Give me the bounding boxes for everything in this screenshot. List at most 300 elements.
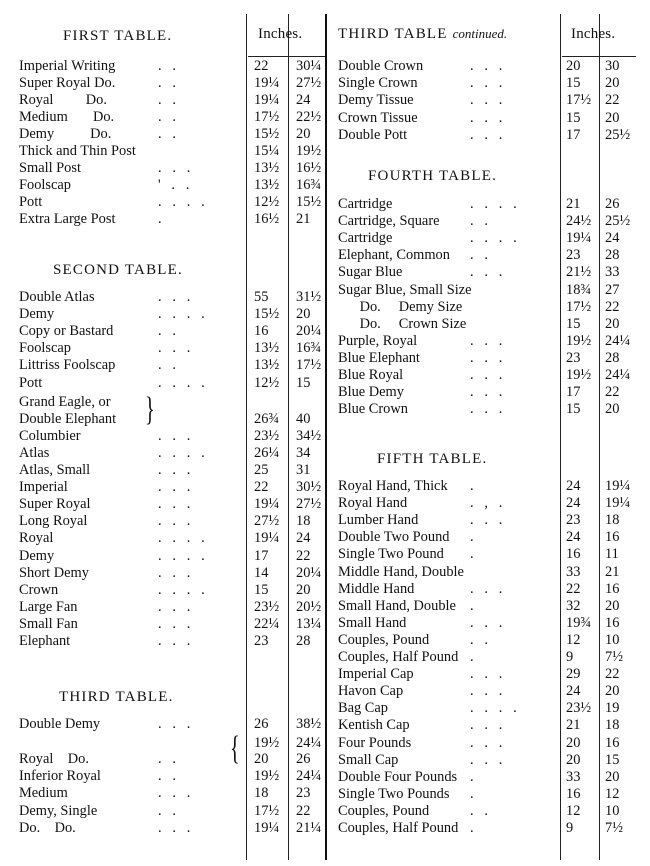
height-inches: 13¼ bbox=[296, 616, 322, 632]
leader-dots: . , . bbox=[470, 495, 503, 511]
height-inches: 33 bbox=[605, 264, 620, 280]
height-inches: 16¾ bbox=[296, 177, 322, 193]
leader-dots: . bbox=[470, 820, 474, 836]
height-inches: 22½ bbox=[296, 109, 322, 125]
paper-name: Foolscap bbox=[19, 340, 71, 356]
width-inches: 17½ bbox=[254, 109, 280, 125]
width-inches: 12½ bbox=[254, 375, 280, 391]
paper-name: Cartridge, Square bbox=[338, 213, 440, 229]
paper-name: Small Cap bbox=[338, 752, 399, 768]
leader-dots: . . bbox=[158, 803, 176, 819]
first-table-title: FIRST TABLE. bbox=[63, 28, 173, 44]
leader-dots: . . . bbox=[470, 752, 503, 768]
leader-dots: . . . bbox=[158, 160, 191, 176]
paper-name: Super Royal bbox=[19, 496, 91, 512]
paper-name: Elephant bbox=[19, 633, 71, 649]
height-inches: 22 bbox=[296, 803, 311, 819]
table-row bbox=[19, 530, 332, 547]
paper-name: Demy, Single bbox=[19, 803, 98, 819]
width-inches: 22 bbox=[254, 479, 269, 495]
width-inches: 15 bbox=[566, 75, 581, 91]
paper-name: Sugar Blue bbox=[338, 264, 403, 280]
paper-name: Do. Crown Size bbox=[338, 316, 467, 332]
table-row bbox=[19, 375, 332, 392]
paper-name: Foolscap bbox=[19, 177, 71, 193]
height-inches: 20 bbox=[296, 582, 311, 598]
width-inches: 15¼ bbox=[254, 143, 280, 159]
header-rule-right bbox=[562, 56, 636, 57]
table-row bbox=[338, 58, 641, 75]
width-inches: 24 bbox=[566, 495, 581, 511]
height-inches: 20 bbox=[605, 110, 620, 126]
height-inches: 18 bbox=[605, 717, 620, 733]
table-row bbox=[338, 683, 641, 700]
table-row bbox=[338, 384, 641, 401]
leader-dots: . bbox=[470, 786, 474, 802]
leader-dots: . . . bbox=[470, 92, 503, 108]
paper-name: Bag Cap bbox=[338, 700, 388, 716]
paper-name: Extra Large Post bbox=[19, 211, 116, 227]
height-inches: 12 bbox=[605, 786, 620, 802]
table-row bbox=[19, 340, 332, 357]
table-row bbox=[19, 820, 332, 837]
leader-dots: . bbox=[470, 529, 474, 545]
paper-name: Littriss Foolscap bbox=[19, 357, 116, 373]
width-inches: 15 bbox=[566, 316, 581, 332]
width-inches: 17 bbox=[566, 384, 581, 400]
table-row bbox=[19, 211, 332, 228]
paper-name: Double Pott bbox=[338, 127, 408, 143]
width-inches: 24½ bbox=[566, 213, 592, 229]
paper-name: Atlas, Small bbox=[19, 462, 91, 478]
table-row bbox=[19, 479, 332, 496]
height-inches: 15 bbox=[605, 752, 620, 768]
height-inches: 22 bbox=[605, 384, 620, 400]
table-row bbox=[19, 616, 332, 633]
leader-dots: . . . . bbox=[158, 445, 205, 461]
height-inches: 34½ bbox=[296, 428, 322, 444]
height-inches: 24 bbox=[296, 92, 311, 108]
leader-dots: . . . . bbox=[158, 306, 205, 322]
width-inches: 20 bbox=[566, 752, 581, 768]
width-inches: 33 bbox=[566, 769, 581, 785]
table-row bbox=[19, 323, 332, 340]
height-inches: 20 bbox=[296, 306, 311, 322]
width-inches: 13½ bbox=[254, 160, 280, 176]
leader-dots: . . . bbox=[470, 735, 503, 751]
table-row bbox=[19, 513, 332, 530]
paper-name: Large Fan bbox=[19, 599, 78, 615]
width-inches: 22 bbox=[254, 58, 269, 74]
table-row bbox=[19, 768, 332, 785]
leader-dots: . . bbox=[470, 247, 488, 263]
leader-dots: . . bbox=[158, 751, 176, 767]
leader-dots: . . . bbox=[158, 785, 191, 801]
paper-name: Copy or Bastard bbox=[19, 323, 114, 339]
width-inches: 12 bbox=[566, 803, 581, 819]
height-inches: 20 bbox=[605, 598, 620, 614]
grand-eagle-brace: } bbox=[145, 391, 155, 428]
leader-dots: . bbox=[470, 478, 474, 494]
table-row bbox=[19, 803, 332, 820]
table-row bbox=[19, 306, 332, 323]
leader-dots: . . . bbox=[470, 666, 503, 682]
table-row bbox=[338, 649, 641, 666]
table-row bbox=[19, 735, 332, 752]
height-inches: 24¼ bbox=[605, 333, 631, 349]
leader-dots: . . . bbox=[158, 513, 191, 529]
height-inches: 24¼ bbox=[605, 367, 631, 383]
leader-dots: . . . . bbox=[158, 548, 205, 564]
paper-name: Blue Royal bbox=[338, 367, 404, 383]
paper-name: Lumber Hand bbox=[338, 512, 419, 528]
width-inches: 21 bbox=[566, 717, 581, 733]
table-row bbox=[19, 143, 332, 160]
width-inches: 9 bbox=[566, 820, 574, 836]
paper-name: Royal bbox=[19, 530, 54, 546]
leader-dots: . . . bbox=[470, 512, 503, 528]
leader-dots: . . . bbox=[470, 717, 503, 733]
width-inches: 15 bbox=[566, 401, 581, 417]
width-inches: 26¾ bbox=[254, 411, 280, 427]
leader-dots: . . . . bbox=[470, 196, 517, 212]
paper-name: Grand Eagle, or bbox=[19, 394, 111, 410]
right-inches-heading: Inches. bbox=[571, 26, 616, 42]
paper-name: Blue Demy bbox=[338, 384, 404, 400]
width-inches: 18 bbox=[254, 785, 269, 801]
width-inches: 22¼ bbox=[254, 616, 280, 632]
leader-dots: . . . bbox=[158, 496, 191, 512]
height-inches: 22 bbox=[296, 548, 311, 564]
height-inches: 15 bbox=[296, 375, 311, 391]
table-row bbox=[338, 350, 641, 367]
height-inches: 27½ bbox=[296, 75, 322, 91]
paper-name: Blue Crown bbox=[338, 401, 408, 417]
paper-name: Royal Hand, Thick bbox=[338, 478, 448, 494]
paper-name: Purple, Royal bbox=[338, 333, 418, 349]
paper-name: Columbier bbox=[19, 428, 81, 444]
paper-name: Elephant, Common bbox=[338, 247, 450, 263]
height-inches: 31½ bbox=[296, 289, 322, 305]
width-inches: 20 bbox=[566, 58, 581, 74]
paper-name: Imperial bbox=[19, 479, 68, 495]
width-inches: 12 bbox=[566, 632, 581, 648]
table-row bbox=[338, 786, 641, 803]
height-inches: 20 bbox=[605, 683, 620, 699]
height-inches: 22 bbox=[605, 299, 620, 315]
paper-name: Crown bbox=[19, 582, 59, 598]
height-inches: 27½ bbox=[296, 496, 322, 512]
third-table-title: THIRD TABLE. bbox=[59, 689, 174, 705]
height-inches: 16 bbox=[605, 735, 620, 751]
width-inches: 13½ bbox=[254, 340, 280, 356]
paper-name: Double Four Pounds bbox=[338, 769, 458, 785]
height-inches: 30½ bbox=[296, 479, 322, 495]
third-table-continued-title: THIRD TABLE bbox=[338, 26, 448, 42]
table-row bbox=[338, 127, 641, 144]
paper-name: Sugar Blue, Small Size bbox=[338, 282, 472, 298]
height-inches: 28 bbox=[605, 247, 620, 263]
table-row bbox=[19, 751, 332, 768]
leader-dots: . . bbox=[158, 75, 176, 91]
width-inches: 19½ bbox=[566, 333, 592, 349]
paper-name: Double Crown bbox=[338, 58, 424, 74]
table-row bbox=[338, 666, 641, 683]
paper-name: Blue Elephant bbox=[338, 350, 420, 366]
height-inches: 7½ bbox=[605, 649, 623, 665]
width-inches: 23½ bbox=[254, 428, 280, 444]
height-inches: 22 bbox=[605, 92, 620, 108]
paper-name: Double Two Pound bbox=[338, 529, 450, 545]
width-inches: 21 bbox=[566, 196, 581, 212]
width-inches: 22 bbox=[566, 581, 581, 597]
width-inches: 24 bbox=[566, 529, 581, 545]
height-inches: 22 bbox=[605, 666, 620, 682]
leader-dots: . . bbox=[158, 126, 176, 142]
table-row bbox=[19, 289, 332, 306]
width-inches: 16½ bbox=[254, 211, 280, 227]
width-inches: 20 bbox=[254, 751, 269, 767]
leader-dots: . . . bbox=[158, 462, 191, 478]
height-inches: 20 bbox=[605, 769, 620, 785]
width-inches: 20 bbox=[566, 735, 581, 751]
height-inches: 24¼ bbox=[296, 735, 322, 751]
width-inches: 33 bbox=[566, 564, 581, 580]
width-inches: 19¾ bbox=[566, 615, 592, 631]
table-row bbox=[19, 411, 332, 428]
height-inches: 21 bbox=[605, 564, 620, 580]
height-inches: 31 bbox=[296, 462, 311, 478]
table-row bbox=[338, 564, 641, 581]
leader-dots: . . bbox=[158, 58, 176, 74]
width-inches: 29 bbox=[566, 666, 581, 682]
height-inches: 16 bbox=[605, 581, 620, 597]
table-row bbox=[338, 752, 641, 769]
leader-dots: . . . bbox=[470, 384, 503, 400]
width-inches: 17½ bbox=[566, 299, 592, 315]
paper-name: Middle Hand, Double bbox=[338, 564, 464, 580]
height-inches: 18 bbox=[296, 513, 311, 529]
paper-name: Double Elephant bbox=[19, 411, 117, 427]
table-row bbox=[19, 582, 332, 599]
width-inches: 55 bbox=[254, 289, 269, 305]
leader-dots: . . . bbox=[158, 428, 191, 444]
height-inches: 28 bbox=[605, 350, 620, 366]
leader-dots: . . . bbox=[158, 599, 191, 615]
width-inches: 19½ bbox=[566, 367, 592, 383]
leader-dots: . . . bbox=[470, 58, 503, 74]
leader-dots: . . . . bbox=[158, 375, 205, 391]
width-inches: 17 bbox=[254, 548, 269, 564]
height-inches: 24 bbox=[605, 230, 620, 246]
leader-dots: . . bbox=[158, 768, 176, 784]
table-row bbox=[19, 194, 332, 211]
table-row bbox=[338, 803, 641, 820]
height-inches: 20¼ bbox=[296, 565, 322, 581]
leader-dots: . . . . bbox=[470, 700, 517, 716]
paper-name: Four Pounds bbox=[338, 735, 412, 751]
table-row bbox=[19, 160, 332, 177]
table-row bbox=[19, 716, 332, 733]
width-inches: 16 bbox=[566, 546, 581, 562]
leader-dots: . . bbox=[470, 803, 488, 819]
table-row bbox=[338, 92, 641, 109]
table-row bbox=[338, 700, 641, 717]
height-inches: 26 bbox=[296, 751, 311, 767]
paper-name: Medium bbox=[19, 785, 68, 801]
height-inches: 21¼ bbox=[296, 820, 322, 836]
height-inches: 24 bbox=[296, 530, 311, 546]
width-inches: 15½ bbox=[254, 306, 280, 322]
table-row bbox=[338, 213, 641, 230]
height-inches: 28 bbox=[296, 633, 311, 649]
left-inches-heading: Inches. bbox=[258, 26, 303, 42]
leader-dots: . . bbox=[158, 357, 176, 373]
paper-name: Couples, Pound bbox=[338, 803, 430, 819]
table-row bbox=[338, 110, 641, 127]
width-inches: 23 bbox=[254, 633, 269, 649]
leader-dots: . . . bbox=[158, 289, 191, 305]
table-row bbox=[19, 445, 332, 462]
table-row bbox=[338, 717, 641, 734]
height-inches: 20 bbox=[296, 126, 311, 142]
width-inches: 32 bbox=[566, 598, 581, 614]
width-inches: 13½ bbox=[254, 357, 280, 373]
width-inches: 23 bbox=[566, 512, 581, 528]
header-rule-left bbox=[248, 56, 325, 57]
paper-name: Imperial Cap bbox=[338, 666, 414, 682]
paper-name: Royal Do. bbox=[19, 751, 89, 767]
table-row bbox=[338, 367, 641, 384]
width-inches: 17 bbox=[566, 127, 581, 143]
width-inches: 19½ bbox=[254, 735, 280, 751]
table-row bbox=[19, 462, 332, 479]
width-inches: 19¼ bbox=[254, 820, 280, 836]
table-row bbox=[338, 529, 641, 546]
table-row bbox=[19, 785, 332, 802]
paper-name: Do. Demy Size bbox=[338, 299, 463, 315]
table-row bbox=[19, 75, 332, 92]
paper-name: Single Two Pound bbox=[338, 546, 444, 562]
leader-dots: . . . bbox=[470, 401, 503, 417]
width-inches: 19¼ bbox=[254, 92, 280, 108]
leader-dots: . . . bbox=[158, 716, 191, 732]
second-table-title: SECOND TABLE. bbox=[53, 262, 183, 278]
leader-dots: ' . . bbox=[158, 177, 190, 193]
width-inches: 27½ bbox=[254, 513, 280, 529]
leader-dots: . . . . bbox=[158, 194, 205, 210]
paper-name: Crown Tissue bbox=[338, 110, 418, 126]
width-inches: 15 bbox=[254, 582, 269, 598]
leader-dots: . . . bbox=[470, 75, 503, 91]
table-row bbox=[338, 615, 641, 632]
height-inches: 34 bbox=[296, 445, 311, 461]
leader-dots: . . . bbox=[158, 820, 191, 836]
leader-dots: . bbox=[470, 598, 474, 614]
paper-name: Do. Do. bbox=[19, 820, 76, 836]
leader-dots: . . . . bbox=[158, 530, 205, 546]
paper-name: Super Royal Do. bbox=[19, 75, 116, 91]
paper-name: Cartridge bbox=[338, 230, 393, 246]
width-inches: 15 bbox=[566, 110, 581, 126]
table-row bbox=[338, 581, 641, 598]
width-inches: 19½ bbox=[254, 768, 280, 784]
leader-dots: . . . bbox=[158, 633, 191, 649]
height-inches: 23 bbox=[296, 785, 311, 801]
height-inches: 10 bbox=[605, 803, 620, 819]
table-row bbox=[338, 264, 641, 281]
leader-dots: . . . bbox=[470, 683, 503, 699]
paper-name: Medium Do. bbox=[19, 109, 115, 125]
width-inches: 19¼ bbox=[254, 530, 280, 546]
width-inches: 17½ bbox=[254, 803, 280, 819]
width-inches: 23 bbox=[566, 350, 581, 366]
leader-dots: . . . . bbox=[158, 582, 205, 598]
width-inches: 16 bbox=[254, 323, 269, 339]
leader-dots: . . . bbox=[158, 479, 191, 495]
width-inches: 19¼ bbox=[254, 75, 280, 91]
height-inches: 25½ bbox=[605, 127, 631, 143]
leader-dots: . bbox=[470, 769, 474, 785]
table-row bbox=[338, 247, 641, 264]
width-inches: 26 bbox=[254, 716, 269, 732]
leader-dots: . bbox=[470, 649, 474, 665]
height-inches: 16½ bbox=[296, 160, 322, 176]
table-row bbox=[19, 428, 332, 445]
height-inches: 25½ bbox=[605, 213, 631, 229]
width-inches: 26¼ bbox=[254, 445, 280, 461]
paper-name: Pott bbox=[19, 375, 43, 391]
table-row bbox=[19, 394, 332, 411]
width-inches: 14 bbox=[254, 565, 269, 581]
table-row bbox=[338, 769, 641, 786]
table-row bbox=[338, 196, 641, 213]
paper-name: Royal Do. bbox=[19, 92, 107, 108]
royal-brace: { bbox=[230, 730, 240, 767]
width-inches: 23½ bbox=[254, 599, 280, 615]
paper-name: Demy bbox=[19, 306, 55, 322]
table-row bbox=[19, 565, 332, 582]
leader-dots: . . . . bbox=[470, 230, 517, 246]
height-inches: 26 bbox=[605, 196, 620, 212]
table-row bbox=[19, 633, 332, 650]
height-inches: 27 bbox=[605, 282, 620, 298]
height-inches: 19¼ bbox=[605, 495, 631, 511]
height-inches: 21 bbox=[296, 211, 311, 227]
width-inches: 15½ bbox=[254, 126, 280, 142]
height-inches: 40 bbox=[296, 411, 311, 427]
leader-dots: . bbox=[470, 546, 474, 562]
height-inches: 17½ bbox=[296, 357, 322, 373]
leader-dots: . . bbox=[470, 213, 488, 229]
height-inches: 19¼ bbox=[605, 478, 631, 494]
table-row bbox=[338, 598, 641, 615]
table-row bbox=[338, 495, 641, 512]
paper-name: Single Two Pounds bbox=[338, 786, 450, 802]
paper-name: Havon Cap bbox=[338, 683, 404, 699]
paper-name: Imperial Writing bbox=[19, 58, 116, 74]
paper-name: Single Crown bbox=[338, 75, 418, 91]
table-row bbox=[19, 109, 332, 126]
table-row bbox=[338, 632, 641, 649]
height-inches: 15½ bbox=[296, 194, 322, 210]
leader-dots: . . . bbox=[470, 110, 503, 126]
table-row bbox=[19, 496, 332, 513]
paper-name: Royal Hand bbox=[338, 495, 408, 511]
height-inches: 19 bbox=[605, 700, 620, 716]
paper-name: Small Post bbox=[19, 160, 81, 176]
leader-dots: . . bbox=[470, 632, 488, 648]
